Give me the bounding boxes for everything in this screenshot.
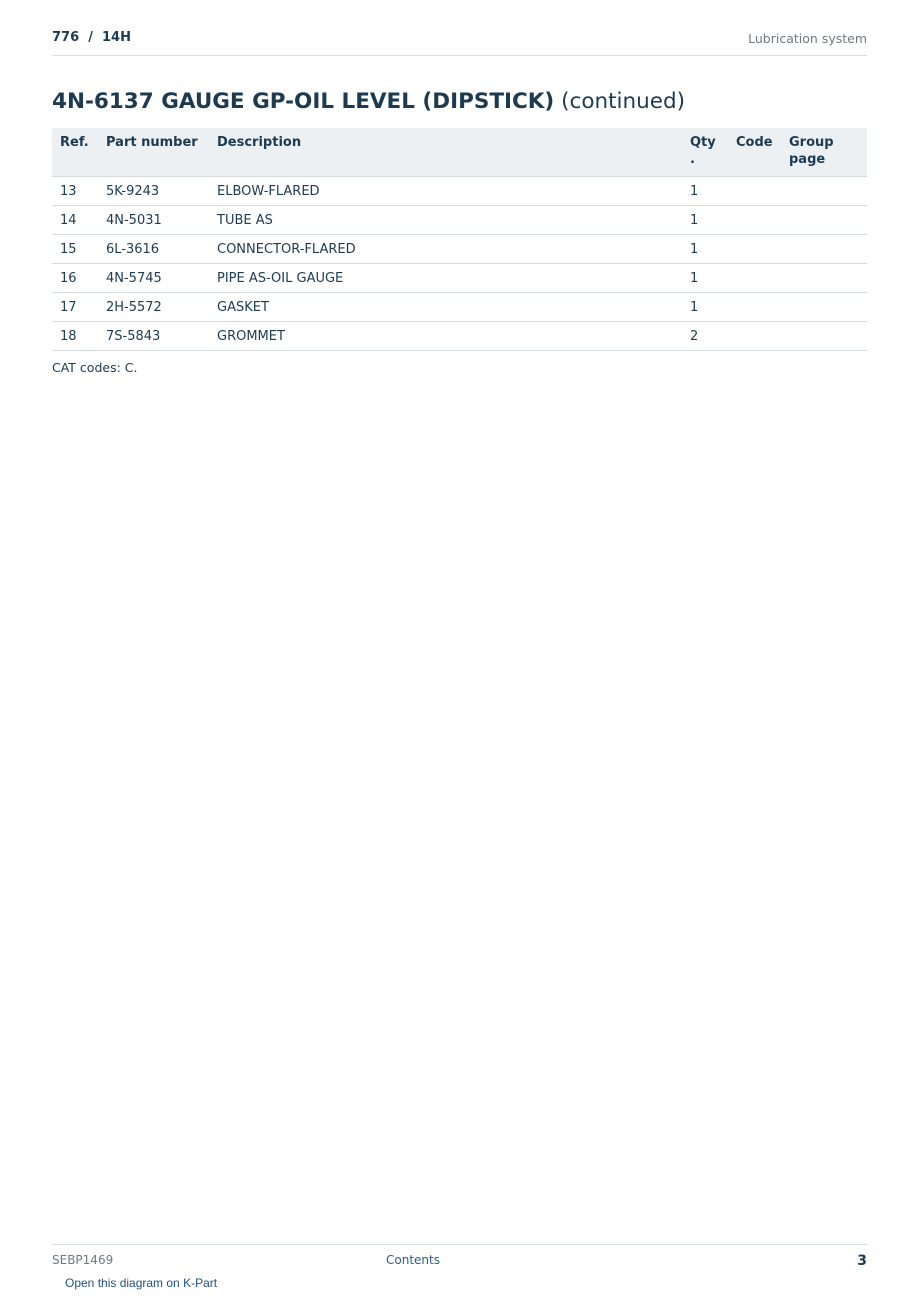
cell-group-page <box>781 206 867 235</box>
open-kpart-link[interactable]: Open this diagram on K-Part <box>65 1276 218 1290</box>
cell-description: ELBOW-FLARED <box>209 177 682 206</box>
cell-part-number: 4N-5745 <box>98 264 209 293</box>
cell-ref: 14 <box>52 206 98 235</box>
table-row <box>52 177 867 206</box>
document-id: SEBP1469 <box>52 1253 114 1267</box>
table-row <box>52 293 867 322</box>
page-footer <box>52 1244 867 1270</box>
page-number: 3 <box>857 1253 867 1269</box>
cell-description: TUBE AS <box>209 206 682 235</box>
contents-link[interactable]: Contents <box>386 1253 440 1267</box>
title-suffix: (continued) <box>561 89 686 114</box>
cell-description: PIPE AS-OIL GAUGE <box>209 264 682 293</box>
cell-ref: 15 <box>52 235 98 264</box>
page-title <box>52 89 685 114</box>
title-main: 4N-6137 GAUGE GP-OIL LEVEL (DIPSTICK) <box>52 89 555 114</box>
table-row <box>52 206 867 235</box>
table-row <box>52 322 867 351</box>
cell-qty: 1 <box>682 206 728 235</box>
cell-code <box>728 206 781 235</box>
cell-description: CONNECTOR-FLARED <box>209 235 682 264</box>
cell-group-page <box>781 235 867 264</box>
parts-table-header <box>52 128 867 177</box>
header-part-number: Part number <box>98 128 209 177</box>
cell-code <box>728 293 781 322</box>
model-label: 776 / 14H <box>52 30 131 45</box>
header-qty: Qty . <box>682 128 728 177</box>
cell-ref: 17 <box>52 293 98 322</box>
header-row <box>52 128 867 177</box>
cell-group-page <box>781 177 867 206</box>
header-group-page: Group page <box>781 128 867 177</box>
cell-part-number: 6L-3616 <box>98 235 209 264</box>
header-ref: Ref. <box>52 128 98 177</box>
cell-part-number: 4N-5031 <box>98 206 209 235</box>
cell-qty: 1 <box>682 293 728 322</box>
parts-table <box>52 128 867 351</box>
cell-ref: 13 <box>52 177 98 206</box>
cell-ref: 16 <box>52 264 98 293</box>
cell-qty: 2 <box>682 322 728 351</box>
cell-description: GROMMET <box>209 322 682 351</box>
table-row <box>52 264 867 293</box>
table-row <box>52 235 867 264</box>
header-description: Description <box>209 128 682 177</box>
cell-code <box>728 322 781 351</box>
cell-group-page <box>781 293 867 322</box>
cell-qty: 1 <box>682 235 728 264</box>
cell-part-number: 7S-5843 <box>98 322 209 351</box>
cell-description: GASKET <box>209 293 682 322</box>
cell-qty: 1 <box>682 177 728 206</box>
cell-qty: 1 <box>682 264 728 293</box>
section-label: Lubrication system <box>748 31 867 46</box>
cat-codes-note: CAT codes: C. <box>52 360 138 375</box>
header-code: Code <box>728 128 781 177</box>
cell-group-page <box>781 264 867 293</box>
cell-part-number: 5K-9243 <box>98 177 209 206</box>
parts-table-body <box>52 177 867 351</box>
cell-code <box>728 177 781 206</box>
page-header <box>52 28 867 56</box>
cell-ref: 18 <box>52 322 98 351</box>
cell-group-page <box>781 322 867 351</box>
cell-part-number: 2H-5572 <box>98 293 209 322</box>
cell-code <box>728 264 781 293</box>
cell-code <box>728 235 781 264</box>
